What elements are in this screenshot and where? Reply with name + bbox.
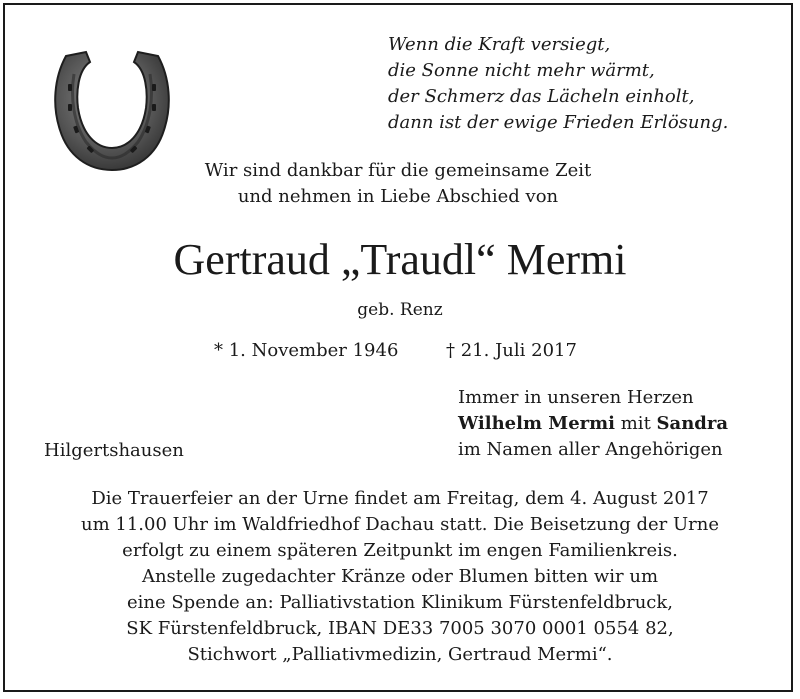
maiden-name: geb. Renz	[357, 300, 443, 320]
funeral-line: Stichwort „Palliativmedizin, Gertraud Mermi“.	[187, 644, 613, 665]
funeral-line: Anstelle zugedachter Kränze oder Blumen bitten wir um	[141, 566, 659, 587]
poem	[388, 32, 788, 136]
poem-line: der Schmerz das Lächeln einholt,	[388, 86, 695, 107]
mourner-name: Wilhelm Mermi	[458, 413, 616, 434]
birth-date: * 1. November 1946	[214, 340, 399, 361]
horseshoe-icon	[52, 48, 172, 174]
mourner-name: Sandra	[656, 413, 729, 434]
funeral-details	[0, 486, 800, 668]
poem-line: die Sonne nicht mehr wärmt,	[388, 60, 655, 81]
funeral-line: um 11.00 Uhr im Waldfriedhof Dachau statt. Die Beisetzung der Urne	[81, 514, 719, 535]
deceased-name: Gertraud „Traudl“ Mermi	[173, 235, 627, 284]
mourners-line: im Namen aller Angehörigen	[458, 439, 723, 460]
funeral-line: eine Spende an: Palliativstation Klinikum Fürstenfeldbruck,	[126, 592, 674, 613]
place-name: Hilgertshausen	[44, 440, 184, 461]
intro-line: Wir sind dankbar für die gemeinsame Zeit	[204, 160, 592, 181]
intro-text	[0, 158, 800, 210]
funeral-line: Die Trauerfeier an der Urne findet am Freitag, dem 4. August 2017	[91, 488, 709, 509]
death-date: † 21. Juli 2017	[446, 340, 577, 361]
mourners-block	[458, 385, 728, 463]
funeral-line: SK Fürstenfeldbruck, IBAN DE33 7005 3070 0001 0554 82,	[126, 618, 674, 639]
intro-line: und nehmen in Liebe Abschied von	[237, 186, 559, 207]
poem-line: Wenn die Kraft versiegt,	[388, 34, 611, 55]
mourner-connector: mit	[615, 413, 657, 434]
mourners-names	[458, 411, 728, 437]
mourners-line: Immer in unseren Herzen	[458, 387, 694, 408]
funeral-line: erfolgt zu einem späteren Zeitpunkt im engen Familienkreis.	[122, 540, 678, 561]
poem-line: dann ist der ewige Frieden Erlösung.	[388, 112, 729, 133]
